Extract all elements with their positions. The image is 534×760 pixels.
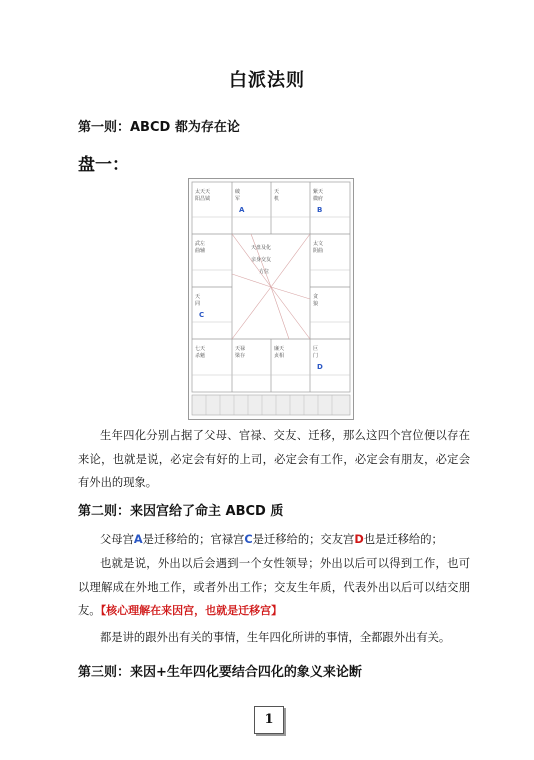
svg-text:狼: 狼 xyxy=(313,301,319,307)
svg-text:机: 机 xyxy=(274,196,280,202)
svg-text:D: D xyxy=(317,363,323,371)
paragraph-3 xyxy=(78,552,470,623)
svg-text:紫天: 紫天 xyxy=(313,189,324,195)
svg-text:七天: 七天 xyxy=(195,346,206,352)
para2-text-1: 父母宫 xyxy=(100,533,134,546)
svg-text:曲辅: 曲辅 xyxy=(195,248,206,254)
svg-text:破: 破 xyxy=(235,189,241,195)
svg-text:亲身交友: 亲身交友 xyxy=(251,257,272,263)
para2-letter-c: C xyxy=(244,533,253,546)
svg-text:贪: 贪 xyxy=(313,294,319,300)
svg-text:方位: 方位 xyxy=(259,269,270,275)
paragraph-2 xyxy=(78,528,470,552)
para3-highlight: 【核心理解在来因宫，也就是迁移宫】 xyxy=(100,604,283,617)
paragraph-4: 都是讲的跟外出有关的事情，生年四化所讲的事情，全都跟外出有关。 xyxy=(100,631,451,644)
svg-text:阴曲: 阴曲 xyxy=(313,248,324,254)
para3-text: 也就是说，外出以后会遇到一个女性领导；外出以后可以得到工作，也可以理解成在外地工作，或者外出工作；交友生年质，代表外出以后可以结交朋友。 xyxy=(78,557,470,617)
para2-letter-a: A xyxy=(133,533,143,546)
svg-text:阳昌钺: 阳昌钺 xyxy=(195,196,211,202)
rule3-heading: 第三则：来因+生年四化要结合四化的象义来论断 xyxy=(78,665,362,680)
svg-text:杀魁: 杀魁 xyxy=(195,353,206,359)
ziwei-chart xyxy=(189,179,353,419)
svg-text:巨: 巨 xyxy=(313,346,319,352)
svg-text:太文: 太文 xyxy=(313,241,324,247)
para2-text-4: 也是迁移给的； xyxy=(363,533,443,546)
ziwei-chart-figure xyxy=(188,178,354,420)
svg-text:同: 同 xyxy=(195,301,201,307)
svg-text:天盘及化: 天盘及化 xyxy=(251,245,272,251)
page-number: 1 xyxy=(254,706,284,734)
svg-text:廉天: 廉天 xyxy=(274,346,285,352)
page-title: 白派法则 xyxy=(229,70,305,91)
paragraph-1: 生年四化分别占据了父母、官禄、交友、迁移，那么这四个宫位便以存在来论，也就是说，必定会有好的上司，必定会有工作，必定会有朋友，必定会有外出的现象。 xyxy=(78,429,470,489)
svg-text:门: 门 xyxy=(313,353,319,359)
svg-text:A: A xyxy=(239,206,245,214)
rule2-heading: 第二则：来因宫给了命主 ABCD 质 xyxy=(78,504,284,519)
svg-text:天: 天 xyxy=(274,189,280,195)
para2-text-3: 是迁移给的；交友宫 xyxy=(252,533,355,546)
rule1-heading: 第一则：ABCD 都为存在论 xyxy=(78,120,240,135)
para2-letter-d: D xyxy=(354,533,364,546)
board1-heading: 盘一： xyxy=(78,155,129,175)
svg-text:B: B xyxy=(317,206,323,214)
svg-text:贞相: 贞相 xyxy=(274,353,285,359)
svg-text:微府: 微府 xyxy=(313,196,324,202)
svg-text:军: 军 xyxy=(235,196,241,202)
svg-text:天禄: 天禄 xyxy=(235,346,246,352)
svg-text:天: 天 xyxy=(195,294,201,300)
svg-text:梁存: 梁存 xyxy=(235,353,246,359)
svg-text:C: C xyxy=(199,311,205,319)
para2-text-2: 是迁移给的；官禄宫 xyxy=(142,533,245,546)
svg-text:武左: 武左 xyxy=(195,241,206,247)
svg-text:太天天: 太天天 xyxy=(195,189,211,195)
